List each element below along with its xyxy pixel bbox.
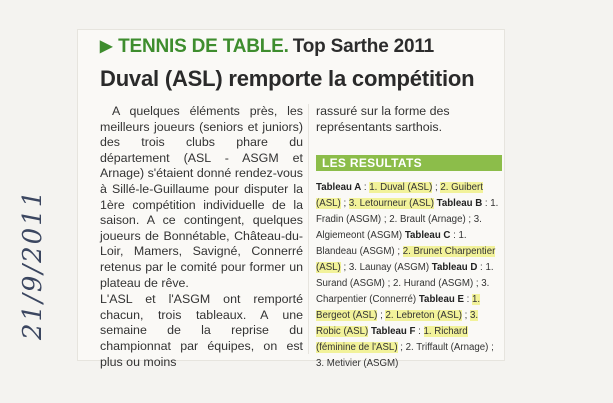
result-entry: 1. Bergeot (ASL) bbox=[316, 294, 481, 321]
article-kicker bbox=[100, 36, 434, 58]
article-column-left bbox=[100, 104, 303, 371]
result-entry: 1. Blandeau (ASGM) bbox=[316, 230, 467, 257]
article-paragraph: A quelques éléments près, les meilleurs joueurs (seniors et juniors) des trois clubs phare du département (ASL - ASGM et Arnage) s'étaient donné rendez-vous à Sillé-le-Guillaume pour disputer la 1ère compétition individuelle de la saison. A ce contingent, quelques joueurs de Bonnétable, Château-du-Loir, Mamers, Savigné, Connerré retenus par le comité pour former un plateau de rêve. bbox=[100, 104, 303, 290]
result-entry: 1. Duval (ASL) bbox=[369, 182, 433, 193]
result-entry: 2. Brunet Charpentier (ASL) bbox=[316, 246, 496, 273]
results-table-label: Tableau E bbox=[418, 294, 464, 305]
results-header: LES RESULTATS bbox=[316, 155, 502, 171]
triangle-arrow-icon: ▶ bbox=[100, 38, 113, 55]
result-entry: 2. Triffault (Arnage) bbox=[405, 342, 489, 353]
results-table-label: Tableau B bbox=[436, 198, 483, 209]
handwritten-date: 21/9/2011 bbox=[18, 188, 48, 340]
article-headline: Duval (ASL) remporte la compétition bbox=[100, 66, 475, 91]
column-divider bbox=[308, 104, 309, 354]
results-table-label: Tableau D bbox=[431, 262, 478, 273]
results-list: Tableau A : 1. Duval (ASL) ; 2. Guibert (ASL) ; 3. Letourneur (ASL) Tableau B : 1. Fradin (ASGM) ; 2. Brault (Arnage) ; 3. Algiemeont (ASGM) Tableau C : 1. Blandeau (ASGM) ; 2. Brunet Charpentier (ASL) ; 3. Launay (ASGM) Tableau D : 1. Surand (ASGM) ; 2. Hurand (ASGM) ; 3. Charpentier (Connerré) Tableau E : 1. Bergeot (ASL) ; 2. Lebreton (ASL) ; 3. Robic (ASL) Tableau F : 1. Richard (féminine de l'ASL) ; 2. Triffault (Arnage) ; 3. Metivier (ASGM) bbox=[316, 182, 499, 369]
result-entry: 2. Guibert (ASL) bbox=[316, 182, 483, 209]
result-entry: 1. Fradin (ASGM) bbox=[316, 198, 499, 225]
result-entry: 2. Brault (Arnage) bbox=[389, 214, 466, 225]
kicker-subtitle: Top Sarthe 2011 bbox=[292, 36, 435, 57]
result-entry: 1. Richard (féminine de l'ASL) bbox=[316, 326, 468, 353]
result-entry: 3. Robic (ASL) bbox=[316, 310, 479, 337]
article-paragraph: L'ASL et l'ASGM ont remporté chacun, trois tableaux. A une semaine de la reprise du championnat par équipes, on est plus ou moins bbox=[100, 292, 303, 369]
result-entry: 3. Algiemeont (ASGM) bbox=[316, 214, 482, 241]
result-entry: 3. Letourneur (ASL) bbox=[348, 198, 434, 209]
result-entry: 3. Metivier (ASGM) bbox=[316, 358, 399, 369]
results-table-label: Tableau A bbox=[316, 182, 362, 193]
result-entry: 1. Surand (ASGM) bbox=[316, 262, 494, 289]
article-column-right-text: rassuré sur la forme des représentants sarthois. bbox=[316, 104, 450, 134]
result-entry: 3. Charpentier (Connerré) bbox=[316, 278, 490, 305]
result-entry: 2. Lebreton (ASL) bbox=[385, 310, 462, 321]
results-table-label: Tableau C bbox=[404, 230, 451, 241]
result-entry: 2. Hurand (ASGM) bbox=[393, 278, 474, 289]
results-table-label: Tableau F bbox=[370, 326, 416, 337]
kicker-label: TENNIS DE TABLE. bbox=[118, 36, 289, 57]
result-entry: 3. Launay (ASGM) bbox=[348, 262, 430, 273]
